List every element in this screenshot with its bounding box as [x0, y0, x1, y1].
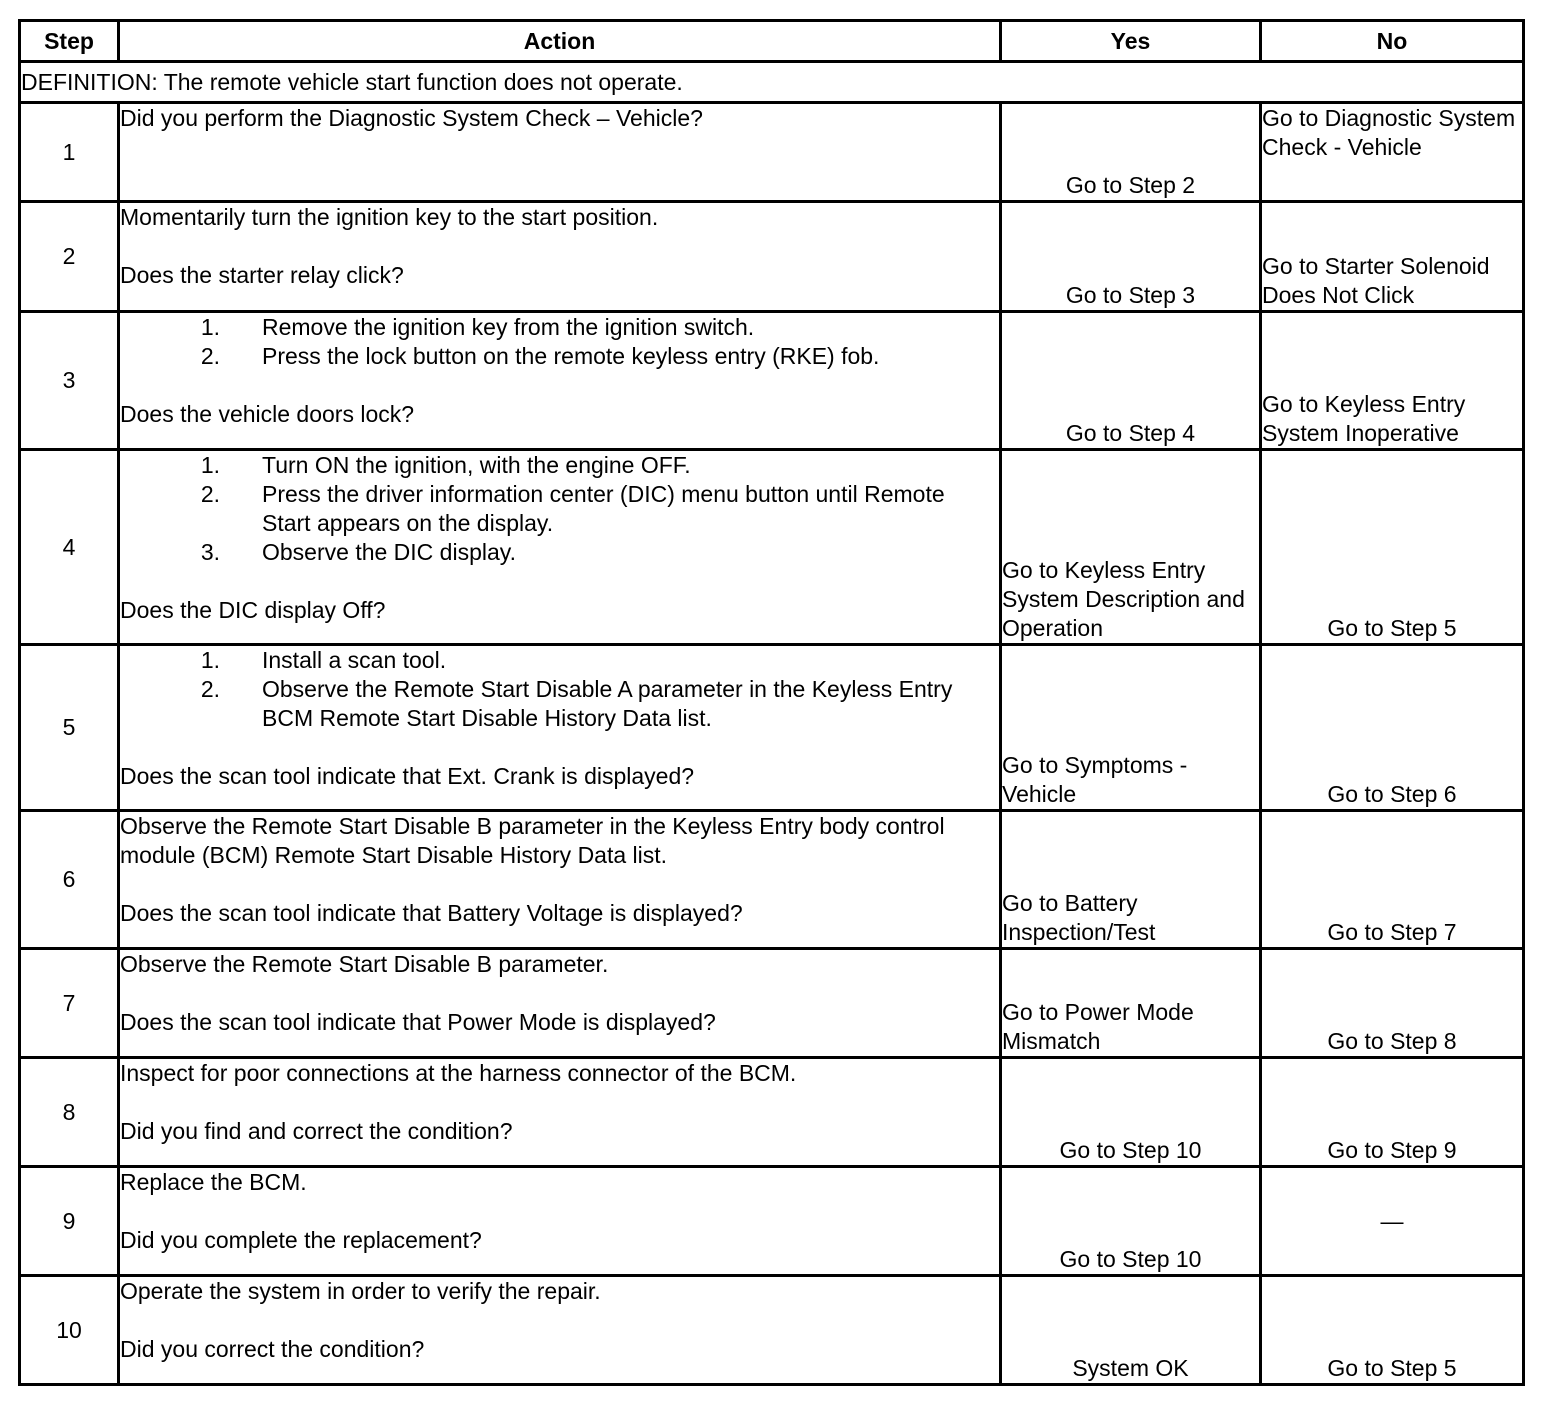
yes-cell: Go to Step 2 — [1001, 103, 1261, 202]
table-row — [20, 1058, 1524, 1167]
header-row — [20, 21, 1524, 62]
yes-cell: System OK — [1001, 1276, 1261, 1385]
no-cell: Go to Step 9 — [1261, 1058, 1524, 1167]
no-cell: Go to Step 5 — [1261, 1276, 1524, 1385]
step-number: 5 — [20, 645, 119, 811]
list-item: 3. Observe the DIC display. — [200, 539, 516, 565]
action-cell — [119, 1167, 1001, 1276]
header-step: Step — [20, 21, 119, 62]
action-intro: Did you perform the Diagnostic System Check – Vehicle? — [120, 105, 703, 131]
step-number: 3 — [20, 312, 119, 450]
action-intro: Replace the BCM. — [120, 1169, 307, 1195]
no-cell: Go to Keyless Entry System Inoperative — [1261, 312, 1524, 450]
step-number: 10 — [20, 1276, 119, 1385]
yes-cell: Go to Step 10 — [1001, 1058, 1261, 1167]
yes-cell: Go to Battery Inspection/Test — [1001, 811, 1261, 949]
action-cell — [119, 1058, 1001, 1167]
step-number: 7 — [20, 949, 119, 1058]
yes-cell: Go to Power Mode Mismatch — [1001, 949, 1261, 1058]
no-cell: Go to Diagnostic System Check - Vehicle — [1261, 103, 1524, 202]
list-item: 2. Press the lock button on the remote keyless entry (RKE) fob. — [200, 343, 880, 369]
yes-cell: Go to Step 3 — [1001, 202, 1261, 312]
table-row — [20, 450, 1524, 645]
list-item: 1. Install a scan tool. — [200, 647, 447, 673]
action-cell — [119, 949, 1001, 1058]
yes-cell: Go to Step 10 — [1001, 1167, 1261, 1276]
action-question: Did you correct the condition? — [120, 1336, 425, 1362]
action-question: Does the scan tool indicate that Ext. Crank is displayed? — [120, 763, 695, 789]
action-intro: Momentarily turn the ignition key to the start position. — [120, 204, 659, 230]
action-intro: Inspect for poor connections at the harness connector of the BCM. — [120, 1060, 797, 1086]
action-question: Does the vehicle doors lock? — [120, 401, 415, 427]
action-question: Does the scan tool indicate that Battery Voltage is displayed? — [120, 900, 743, 926]
table-row — [20, 103, 1524, 202]
action-cell — [119, 1276, 1001, 1385]
action-cell — [119, 450, 1001, 645]
step-number: 8 — [20, 1058, 119, 1167]
header-action: Action — [119, 21, 1001, 62]
no-cell: Go to Step 8 — [1261, 949, 1524, 1058]
list-item: 1. Remove the ignition key from the ignition switch. — [200, 314, 755, 340]
table-row — [20, 949, 1524, 1058]
no-cell: Go to Step 6 — [1261, 645, 1524, 811]
yes-cell: Go to Symptoms - Vehicle — [1001, 645, 1261, 811]
yes-cell: Go to Step 4 — [1001, 312, 1261, 450]
action-cell — [119, 312, 1001, 450]
action-question: Did you complete the replacement? — [120, 1227, 482, 1253]
action-list — [120, 646, 999, 733]
diagnostic-table — [18, 19, 1525, 1386]
table-row — [20, 1276, 1524, 1385]
action-cell — [119, 103, 1001, 202]
table-row — [20, 645, 1524, 811]
definition-text: DEFINITION: The remote vehicle start function does not operate. — [20, 62, 1524, 103]
table-row — [20, 202, 1524, 312]
action-question: Does the starter relay click? — [120, 262, 404, 288]
yes-cell: Go to Keyless Entry System Description and Operation — [1001, 450, 1261, 645]
action-cell — [119, 811, 1001, 949]
action-question: Does the scan tool indicate that Power Mode is displayed? — [120, 1009, 716, 1035]
action-question: Does the DIC display Off? — [120, 597, 386, 623]
action-intro: Observe the Remote Start Disable B parameter in the Keyless Entry body control module (BCM) Remote Start Disable History Data list. — [120, 813, 945, 868]
action-question: Did you find and correct the condition? — [120, 1118, 513, 1144]
step-number: 4 — [20, 450, 119, 645]
no-cell: Go to Starter Solenoid Does Not Click — [1261, 202, 1524, 312]
header-yes: Yes — [1001, 21, 1261, 62]
action-list — [120, 313, 999, 371]
step-number: 2 — [20, 202, 119, 312]
definition-row — [20, 62, 1524, 103]
action-list — [120, 451, 999, 567]
table-row — [20, 1167, 1524, 1276]
table-row — [20, 811, 1524, 949]
step-number: 6 — [20, 811, 119, 949]
no-cell: — — [1261, 1167, 1524, 1276]
action-intro: Operate the system in order to verify the repair. — [120, 1278, 601, 1304]
no-cell: Go to Step 5 — [1261, 450, 1524, 645]
list-item: 1. Turn ON the ignition, with the engine OFF. — [200, 452, 691, 478]
table-row — [20, 312, 1524, 450]
step-number: 1 — [20, 103, 119, 202]
action-intro: Observe the Remote Start Disable B parameter. — [120, 951, 609, 977]
action-cell — [119, 645, 1001, 811]
no-cell: Go to Step 7 — [1261, 811, 1524, 949]
action-cell — [119, 202, 1001, 312]
list-item: 2. Press the driver information center (DIC) menu button until Remote Start appears on the display. — [200, 481, 945, 536]
header-no: No — [1261, 21, 1524, 62]
step-number: 9 — [20, 1167, 119, 1276]
list-item: 2. Observe the Remote Start Disable A parameter in the Keyless Entry BCM Remote Start Disable History Data list. — [200, 676, 953, 731]
